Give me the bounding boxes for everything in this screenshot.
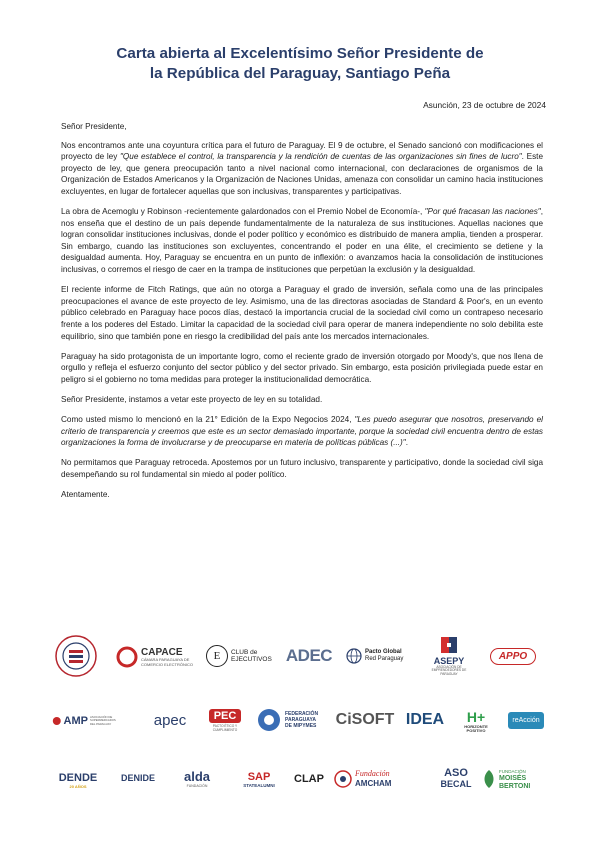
amp-name: AMP <box>63 715 88 727</box>
letter-body <box>61 121 543 509</box>
reaccion-logo <box>502 708 550 732</box>
alda-name: alda <box>183 769 210 785</box>
paragraph-2 <box>61 206 543 276</box>
leaf-icon <box>482 769 496 789</box>
salutation: Señor Presidente, <box>61 122 127 131</box>
title-line-1: Carta abierta al Excelentísimo Señor Presidente de <box>116 45 484 62</box>
asepy-icon <box>438 634 460 656</box>
adec-logo <box>280 642 338 670</box>
club-line-2: EJECUTIVOS <box>231 656 272 663</box>
sap-alumni-logo <box>234 762 284 796</box>
club-letter: E <box>206 645 228 667</box>
amp-sub: ASOCIACIÓN DE SUPERMERCADOS DEL PARAGUAY <box>90 715 116 726</box>
pec-name: PEC <box>209 709 242 723</box>
logos-row-1 <box>50 630 550 680</box>
capace-name: CAPACE <box>141 647 183 658</box>
asepy-logo <box>424 630 474 680</box>
p2-text-end: , nos enseña que el destino de un país depende fundamentalmente de la naturaleza de sus instituciones. Aquellas naciones que logran consolidar instituciones inclusivas, donde el poder político y económico es distribuido de manera amplia, tienden a prosperar. Sin embargo, cuando las instituciones son excluyentes, concentrando el poder en una élite, el crecimiento se detiene y la desigualdad aumenta. Hoy, Paraguay se encuentra en un punto de inflexión: o avanzamos hacia la consolidación de instituciones inclusivas, o corremos el riesgo de caer en la trampa de instituciones que perpetúan la exclusión y la desigualdad. <box>61 207 543 275</box>
capace-sub: CÁMARA PARAGUAYA DE COMERCIO ELECTRÓNICO <box>141 657 194 667</box>
reaccion-name: reAcción <box>508 712 543 729</box>
appo-name: APPO <box>490 648 536 665</box>
letter-date: Asunción, 23 de octubre de 2024 <box>423 100 546 110</box>
sap-sub: STATEALUMNI <box>243 782 275 788</box>
p6-quote: "Les puedo asegurar que nosotros, preservando el criterio de transparencia y creemos que este es un sector demasiado importante, porque la sociedad civil encuentra dentro de estas organizaciones la forma de involucrarse y de preocuparse en materia de políticas públicas (...)" <box>61 414 543 448</box>
sap-name: SAP <box>247 770 271 783</box>
fundacion-amcham-logo <box>334 764 426 794</box>
capace-logo <box>116 642 200 672</box>
idea-logo <box>400 704 450 736</box>
p2-quote: "Por qué fracasan las naciones" <box>424 207 541 217</box>
clap-name: CLAP <box>294 773 324 785</box>
federacion-line-1: FEDERACIÓN <box>285 711 319 717</box>
horizonte-line-1: HORIZONTE <box>464 723 488 729</box>
paragraph-1 <box>61 140 543 198</box>
amcham-icon <box>334 770 352 788</box>
club-ejecutivos-logo <box>206 642 272 670</box>
appo-logo <box>480 642 546 670</box>
globe-icon <box>346 648 362 664</box>
alda-sub: FUNDACIÓN <box>186 784 208 789</box>
denide-logo <box>110 766 166 790</box>
federacion-mipymes-logo <box>256 702 332 738</box>
horizonte-positivo-logo <box>456 700 496 742</box>
dende-name: DENDE <box>58 771 98 784</box>
pec-sub: PACTO ÉTICO Y CUMPLIMIENTO <box>212 724 238 732</box>
amp-logo <box>52 708 114 734</box>
amcham-line-2: AMCHAM <box>355 779 392 788</box>
apec-name: apec <box>153 711 187 729</box>
apec-logo <box>142 706 198 734</box>
p2-text: La obra de Acemoglu y Robinson -recientemente galardonados con el Premio Nobel de Economía-, <box>61 207 425 217</box>
seal-logo <box>52 632 100 680</box>
logos-row-3 <box>50 762 550 798</box>
asepy-name: ASEPY <box>433 655 465 666</box>
closing: Atentamente. <box>61 489 110 499</box>
horizonte-mark: H+ <box>466 708 486 725</box>
asobecal-line-1: ASO <box>444 767 468 779</box>
paragraph-5: Señor Presidente, instamos a vetar este proyecto de ley en su totalidad. <box>61 394 323 404</box>
paragraph-6 <box>61 414 543 449</box>
dende-logo <box>50 762 106 798</box>
federacion-line-3: DE MIPYMES <box>285 723 317 729</box>
adec-name: ADEC <box>285 646 333 665</box>
title-line-2: la República del Paraguay, Santiago Peña <box>149 65 451 82</box>
dende-sub: 20 AÑOS <box>69 783 87 789</box>
aso-becal-logo <box>434 762 478 796</box>
seal-icon <box>54 634 98 678</box>
federacion-line-2: PARAGUAYA <box>285 717 316 723</box>
paragraph-4: Paraguay ha sido protagonista de un importante logro, como el reciente grado de inversión otorgado por Moody's, que nos llena de orgullo y refleja el esfuerzo conjunto del sector público y del sector privado. Sin embargo, esta posición privilegiada puede estar en peligro si el gobierno no toma medidas para proteger la institucionalidad democrática. <box>61 351 543 384</box>
cisoft-logo <box>332 706 398 734</box>
pec-logo <box>202 700 248 742</box>
cisoft-name: CiSOFT <box>335 711 395 728</box>
paragraph-7: No permitamos que Paraguay retroceda. Apostemos por un futuro inclusivo, transparente y participativo, donde la sociedad civil siga desempeñando su rol fundamental sin miedo al poder político. <box>61 458 543 479</box>
horizonte-line-2: POSITIVO <box>466 728 486 733</box>
p1-quote: "Que establece el control, la transparencia y la rendición de cuentas de las organizaciones sin fines de lucro" <box>120 152 522 162</box>
asobecal-line-2: BECAL <box>440 779 472 789</box>
paragraph-3: El reciente informe de Fitch Ratings, que aún no otorga a Paraguay el grado de inversión, señala como una de las principales preocupaciones el avance de este proyecto de ley. Asimismo, una de las directoras asociadas de Standard & Poor's, en un evento público celebrado en Paraguay hace pocos días, destacó la importancia crucial de la sociedad civil como un contrapeso necesario frente a los poderes del Estado. Limitar la capacidad de la sociedad civil para operar de manera independiente no solo debilita este equilibrio, sino que también pone en riesgo la credibilidad del país ante los mercados internacionales. <box>61 285 543 341</box>
alda-logo <box>168 764 226 794</box>
letter-title <box>0 44 600 84</box>
clap-logo <box>288 766 330 792</box>
amcham-line-1: Fundación <box>355 769 390 778</box>
club-line-1: CLUB de <box>231 649 258 656</box>
bertoni-line-2: MOISÉS <box>499 775 527 783</box>
p1-text-end: . Este proyecto de ley, que genera preocupación tanto a nivel nacional como internacional, con declaraciones de organismos de la Organización de Estados Americanos y la Organización de Naciones Unidas, amenaza con consolidar un camino hacia instituciones excluyentes, en lugar de fortalecer aquellas que son inclusivas, transparentes y participativas. <box>61 152 543 196</box>
pacto-global-logo <box>346 642 418 670</box>
mipymes-icon <box>256 707 282 733</box>
bertoni-line-3: BERTONI <box>499 782 531 790</box>
idea-name: IDEA <box>405 711 445 728</box>
p6-text-end: . <box>405 438 408 448</box>
asepy-sub: ASOCIACIÓN DE EMPRENDEDORES DE PARAGUAY <box>431 664 467 676</box>
logos-row-2 <box>50 700 550 742</box>
bertoni-line-1: FUNDACIÓN <box>499 768 526 774</box>
p1-text: Nos encontramos ante una coyuntura crítica para el futuro de Paraguay. El 9 de octubre, el Senado sancionó con modificaciones el proyecto de ley <box>61 140 543 162</box>
p6-text: Como usted mismo lo mencionó en la 21° Edición de la Expo Negocios 2024, <box>61 414 355 424</box>
pacto-line-2: Red Paraguay <box>365 656 404 662</box>
amp-icon <box>52 715 62 727</box>
denide-name: DENIDE <box>120 773 155 783</box>
pacto-line-1: Pacto Global <box>365 649 402 655</box>
capace-icon <box>116 646 138 668</box>
fundacion-bertoni-logo <box>482 762 548 796</box>
